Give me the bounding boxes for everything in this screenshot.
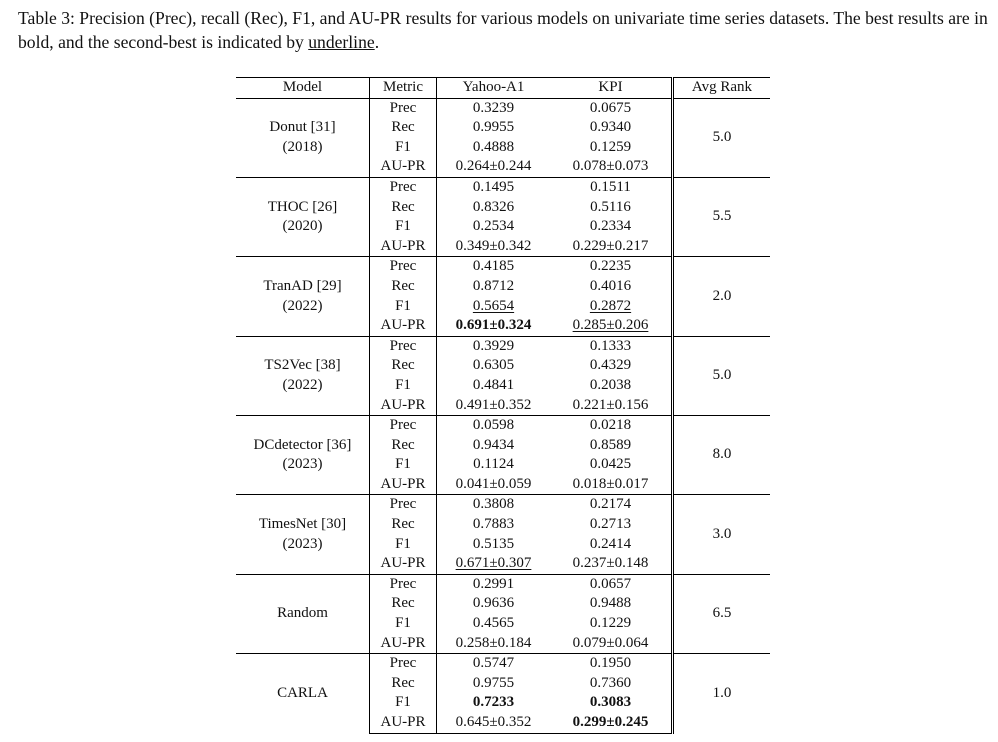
metric-cell-value: Prec: [389, 258, 417, 275]
metric-cell-value: Rec: [391, 357, 415, 374]
kpi-cell-value: 0.1229: [589, 615, 632, 632]
kpi-cell-value: 0.1333: [589, 337, 632, 354]
metric-cell-value: AU-PR: [380, 634, 426, 651]
metric-cell: [370, 396, 437, 416]
header-yahoo: Yahoo-A1: [437, 78, 551, 99]
kpi-cell-value: 0.2038: [589, 376, 632, 393]
yahoo-cell-value: 0.5747: [472, 655, 515, 672]
metric-cell: [370, 177, 437, 197]
kpi-cell: [550, 277, 673, 297]
avg-rank-cell: 8.0: [673, 416, 771, 495]
header-avg-rank: Avg Rank: [673, 78, 771, 99]
metric-cell-value: Prec: [389, 417, 417, 434]
metric-cell-value: Rec: [391, 436, 415, 453]
yahoo-cell-value: 0.645±0.352: [455, 714, 532, 730]
yahoo-cell: [437, 614, 551, 634]
yahoo-cell: [437, 257, 551, 277]
metric-cell-value: Rec: [391, 277, 415, 294]
yahoo-cell: [437, 316, 551, 336]
metric-cell-value: Prec: [389, 337, 417, 354]
yahoo-cell-value: 0.9955: [472, 119, 515, 136]
yahoo-cell: [437, 118, 551, 138]
model-name: THOC [26]: [267, 198, 338, 215]
metric-cell: [370, 237, 437, 257]
yahoo-cell: [437, 198, 551, 218]
metric-cell-value: Rec: [391, 595, 415, 612]
table-row: [236, 336, 770, 356]
metric-cell-value: AU-PR: [380, 555, 426, 572]
model-name: TimesNet [30]: [258, 516, 347, 533]
metric-cell-value: F1: [395, 297, 411, 314]
model-cell: [236, 177, 370, 256]
kpi-cell: [550, 98, 673, 118]
metric-cell-value: Prec: [389, 655, 417, 672]
yahoo-cell: [437, 654, 551, 674]
table-row: [236, 177, 770, 197]
metric-cell-value: F1: [395, 218, 411, 235]
yahoo-cell: [437, 674, 551, 694]
kpi-cell: [550, 594, 673, 614]
metric-cell: [370, 614, 437, 634]
kpi-cell: [550, 674, 673, 694]
metric-cell-value: AU-PR: [380, 158, 426, 175]
kpi-cell-value: 0.2235: [589, 258, 632, 275]
kpi-cell: [550, 535, 673, 555]
model-name: CARLA: [277, 684, 328, 701]
kpi-cell: [550, 257, 673, 277]
metric-cell: [370, 436, 437, 456]
caption-underline-word: underline: [308, 32, 375, 52]
kpi-cell-value: 0.9340: [589, 119, 632, 136]
kpi-cell-value: 0.4016: [589, 277, 632, 294]
kpi-cell-value: 0.3083: [589, 694, 632, 711]
avg-rank-cell: 1.0: [673, 654, 771, 733]
metric-cell: [370, 217, 437, 237]
yahoo-cell: [437, 713, 551, 733]
model-cell: [236, 574, 370, 653]
metric-cell-value: AU-PR: [380, 317, 426, 334]
kpi-cell-value: 0.9488: [589, 595, 632, 612]
kpi-cell-value: 0.2174: [589, 496, 632, 513]
metric-cell: [370, 138, 437, 158]
kpi-cell: [550, 515, 673, 535]
metric-cell-value: F1: [395, 138, 411, 155]
metric-cell: [370, 475, 437, 495]
model-cell: [236, 98, 370, 177]
yahoo-cell-value: 0.258±0.184: [455, 634, 532, 651]
metric-cell: [370, 535, 437, 555]
model-cell: [236, 416, 370, 495]
model-year: (2023): [282, 535, 323, 552]
yahoo-cell: [437, 436, 551, 456]
metric-cell: [370, 198, 437, 218]
metric-cell-value: Rec: [391, 516, 415, 533]
yahoo-cell-value: 0.2991: [472, 575, 515, 592]
kpi-cell: [550, 693, 673, 713]
yahoo-cell: [437, 495, 551, 515]
metric-cell-value: AU-PR: [380, 237, 426, 254]
header-metric: Metric: [370, 78, 437, 99]
yahoo-cell: [437, 356, 551, 376]
yahoo-cell-value: 0.1124: [473, 456, 514, 473]
model-year: (2022): [282, 376, 323, 393]
metric-cell: [370, 554, 437, 574]
kpi-cell-value: 0.1259: [589, 138, 632, 155]
metric-cell: [370, 515, 437, 535]
metric-cell: [370, 157, 437, 177]
yahoo-cell-value: 0.7883: [472, 516, 515, 533]
kpi-cell: [550, 356, 673, 376]
yahoo-cell-value: 0.6305: [472, 357, 515, 374]
yahoo-cell: [437, 475, 551, 495]
model-cell: [236, 257, 370, 336]
avg-rank-cell: 2.0: [673, 257, 771, 336]
yahoo-cell: [437, 376, 551, 396]
kpi-cell: [550, 574, 673, 594]
kpi-cell: [550, 336, 673, 356]
table-caption: [18, 6, 988, 54]
metric-cell: [370, 277, 437, 297]
kpi-cell: [550, 118, 673, 138]
metric-cell-value: Rec: [391, 674, 415, 691]
kpi-cell-value: 0.285±0.206: [572, 317, 649, 334]
kpi-cell-value: 0.7360: [589, 674, 632, 691]
yahoo-cell-value: 0.671±0.307: [455, 555, 532, 572]
yahoo-cell-value: 0.041±0.059: [455, 475, 532, 492]
kpi-cell-value: 0.221±0.156: [572, 396, 649, 413]
table-header-row: [236, 78, 770, 99]
yahoo-cell-value: 0.264±0.244: [455, 158, 532, 175]
kpi-cell: [550, 436, 673, 456]
kpi-cell-value: 0.237±0.148: [572, 555, 649, 572]
avg-rank-cell: 5.0: [673, 98, 771, 177]
metric-cell: [370, 98, 437, 118]
yahoo-cell-value: 0.9636: [472, 595, 515, 612]
header-kpi: KPI: [550, 78, 673, 99]
metric-cell: [370, 495, 437, 515]
kpi-cell: [550, 713, 673, 733]
yahoo-cell-value: 0.9755: [472, 674, 515, 691]
metric-cell: [370, 634, 437, 654]
kpi-cell: [550, 297, 673, 317]
metric-cell: [370, 316, 437, 336]
kpi-cell: [550, 157, 673, 177]
table-row: [236, 654, 770, 674]
yahoo-cell: [437, 138, 551, 158]
caption-suffix: .: [374, 32, 380, 52]
kpi-cell-value: 0.2713: [589, 516, 632, 533]
avg-rank-cell: 5.0: [673, 336, 771, 415]
metric-cell-value: Prec: [389, 496, 417, 513]
model-name: Random: [277, 605, 328, 622]
yahoo-cell: [437, 336, 551, 356]
metric-cell: [370, 674, 437, 694]
yahoo-cell-value: 0.491±0.352: [455, 396, 532, 413]
model-cell: [236, 495, 370, 574]
avg-rank-cell: 3.0: [673, 495, 771, 574]
model-year: (2023): [282, 456, 323, 473]
metric-cell-value: F1: [395, 456, 411, 473]
table-row: [236, 495, 770, 515]
metric-cell: [370, 118, 437, 138]
yahoo-cell: [437, 177, 551, 197]
kpi-cell: [550, 475, 673, 495]
kpi-cell: [550, 614, 673, 634]
yahoo-cell-value: 0.1495: [472, 178, 515, 195]
kpi-cell-value: 0.8589: [589, 436, 632, 453]
yahoo-cell: [437, 693, 551, 713]
metric-cell-value: F1: [395, 615, 411, 632]
metric-cell-value: Rec: [391, 198, 415, 215]
metric-cell-value: F1: [395, 376, 411, 393]
yahoo-cell-value: 0.691±0.324: [455, 317, 532, 334]
kpi-cell-value: 0.5116: [590, 198, 631, 215]
yahoo-cell: [437, 416, 551, 436]
metric-cell-value: F1: [395, 535, 411, 552]
yahoo-cell: [437, 515, 551, 535]
yahoo-cell-value: 0.0598: [472, 417, 515, 434]
kpi-cell-value: 0.018±0.017: [572, 475, 649, 492]
yahoo-cell-value: 0.5135: [472, 535, 515, 552]
model-cell: [236, 654, 370, 733]
metric-cell: [370, 574, 437, 594]
metric-cell-value: AU-PR: [380, 475, 426, 492]
avg-rank-cell: 6.5: [673, 574, 771, 653]
yahoo-cell-value: 0.3808: [472, 496, 515, 513]
yahoo-cell: [437, 98, 551, 118]
metric-cell: [370, 713, 437, 733]
kpi-cell: [550, 316, 673, 336]
yahoo-cell: [437, 297, 551, 317]
yahoo-cell: [437, 594, 551, 614]
kpi-cell-value: 0.0675: [589, 99, 632, 116]
model-cell: [236, 336, 370, 415]
metric-cell: [370, 356, 437, 376]
metric-cell-value: AU-PR: [380, 396, 426, 413]
kpi-cell: [550, 177, 673, 197]
header-model: Model: [236, 78, 370, 99]
metric-cell-value: Prec: [389, 575, 417, 592]
yahoo-cell-value: 0.3239: [472, 99, 515, 116]
metric-cell-value: Prec: [389, 178, 417, 195]
table-row: [236, 574, 770, 594]
kpi-cell: [550, 554, 673, 574]
yahoo-cell-value: 0.8326: [472, 198, 515, 215]
yahoo-cell-value: 0.349±0.342: [455, 237, 532, 254]
model-name: TS2Vec [38]: [264, 357, 341, 374]
table-row: [236, 98, 770, 118]
kpi-cell: [550, 237, 673, 257]
kpi-cell-value: 0.2334: [589, 218, 632, 235]
yahoo-cell: [437, 554, 551, 574]
yahoo-cell: [437, 217, 551, 237]
yahoo-cell-value: 0.8712: [472, 277, 515, 294]
yahoo-cell-value: 0.9434: [472, 436, 515, 453]
model-name: DCdetector [36]: [253, 436, 352, 453]
metric-cell: [370, 693, 437, 713]
table-body: [236, 98, 770, 733]
model-year: (2020): [282, 218, 323, 235]
yahoo-cell: [437, 455, 551, 475]
kpi-cell-value: 0.1511: [590, 178, 631, 195]
kpi-cell: [550, 495, 673, 515]
kpi-cell-value: 0.0425: [589, 456, 632, 473]
yahoo-cell-value: 0.4565: [472, 615, 515, 632]
yahoo-cell-value: 0.4841: [472, 376, 515, 393]
table-row: [236, 257, 770, 277]
metric-cell-value: Prec: [389, 99, 417, 116]
model-name: Donut [31]: [269, 119, 336, 136]
kpi-cell-value: 0.0218: [589, 417, 632, 434]
yahoo-cell: [437, 535, 551, 555]
kpi-cell: [550, 138, 673, 158]
yahoo-cell-value: 0.7233: [472, 694, 515, 711]
kpi-cell-value: 0.079±0.064: [572, 634, 649, 651]
yahoo-cell-value: 0.5654: [472, 297, 515, 314]
yahoo-cell: [437, 277, 551, 297]
metric-cell: [370, 594, 437, 614]
metric-cell-value: F1: [395, 694, 411, 711]
metric-cell-value: Rec: [391, 119, 415, 136]
kpi-cell-value: 0.229±0.217: [572, 237, 649, 254]
kpi-cell: [550, 376, 673, 396]
kpi-cell-value: 0.078±0.073: [572, 158, 649, 175]
kpi-cell: [550, 455, 673, 475]
table-row: [236, 416, 770, 436]
kpi-cell-value: 0.2414: [589, 535, 632, 552]
metric-cell: [370, 257, 437, 277]
kpi-cell: [550, 654, 673, 674]
kpi-cell-value: 0.4329: [589, 357, 632, 374]
kpi-cell-value: 0.299±0.245: [572, 714, 649, 730]
caption-text: Table 3: Precision (Prec), recall (Rec), F1, and AU-PR results for various models on univariate time series datasets. The best results are in bold, and the second-best is indicated by: [18, 8, 988, 52]
kpi-cell-value: 0.2872: [589, 297, 632, 314]
model-name: TranAD [29]: [263, 277, 342, 294]
metric-cell: [370, 416, 437, 436]
model-year: (2018): [282, 138, 323, 155]
metric-cell-value: AU-PR: [380, 714, 426, 730]
kpi-cell-value: 0.1950: [589, 655, 632, 672]
kpi-cell: [550, 198, 673, 218]
yahoo-cell: [437, 237, 551, 257]
yahoo-cell: [437, 574, 551, 594]
avg-rank-cell: 5.5: [673, 177, 771, 256]
yahoo-cell-value: 0.4888: [472, 138, 515, 155]
kpi-cell: [550, 396, 673, 416]
metric-cell: [370, 336, 437, 356]
kpi-cell: [550, 634, 673, 654]
results-table: [236, 77, 770, 734]
metric-cell: [370, 376, 437, 396]
kpi-cell: [550, 416, 673, 436]
yahoo-cell-value: 0.4185: [472, 258, 515, 275]
model-year: (2022): [282, 297, 323, 314]
yahoo-cell: [437, 396, 551, 416]
metric-cell: [370, 654, 437, 674]
yahoo-cell-value: 0.2534: [472, 218, 515, 235]
yahoo-cell: [437, 157, 551, 177]
metric-cell: [370, 297, 437, 317]
yahoo-cell: [437, 634, 551, 654]
metric-cell: [370, 455, 437, 475]
yahoo-cell-value: 0.3929: [472, 337, 515, 354]
kpi-cell: [550, 217, 673, 237]
kpi-cell-value: 0.0657: [589, 575, 632, 592]
